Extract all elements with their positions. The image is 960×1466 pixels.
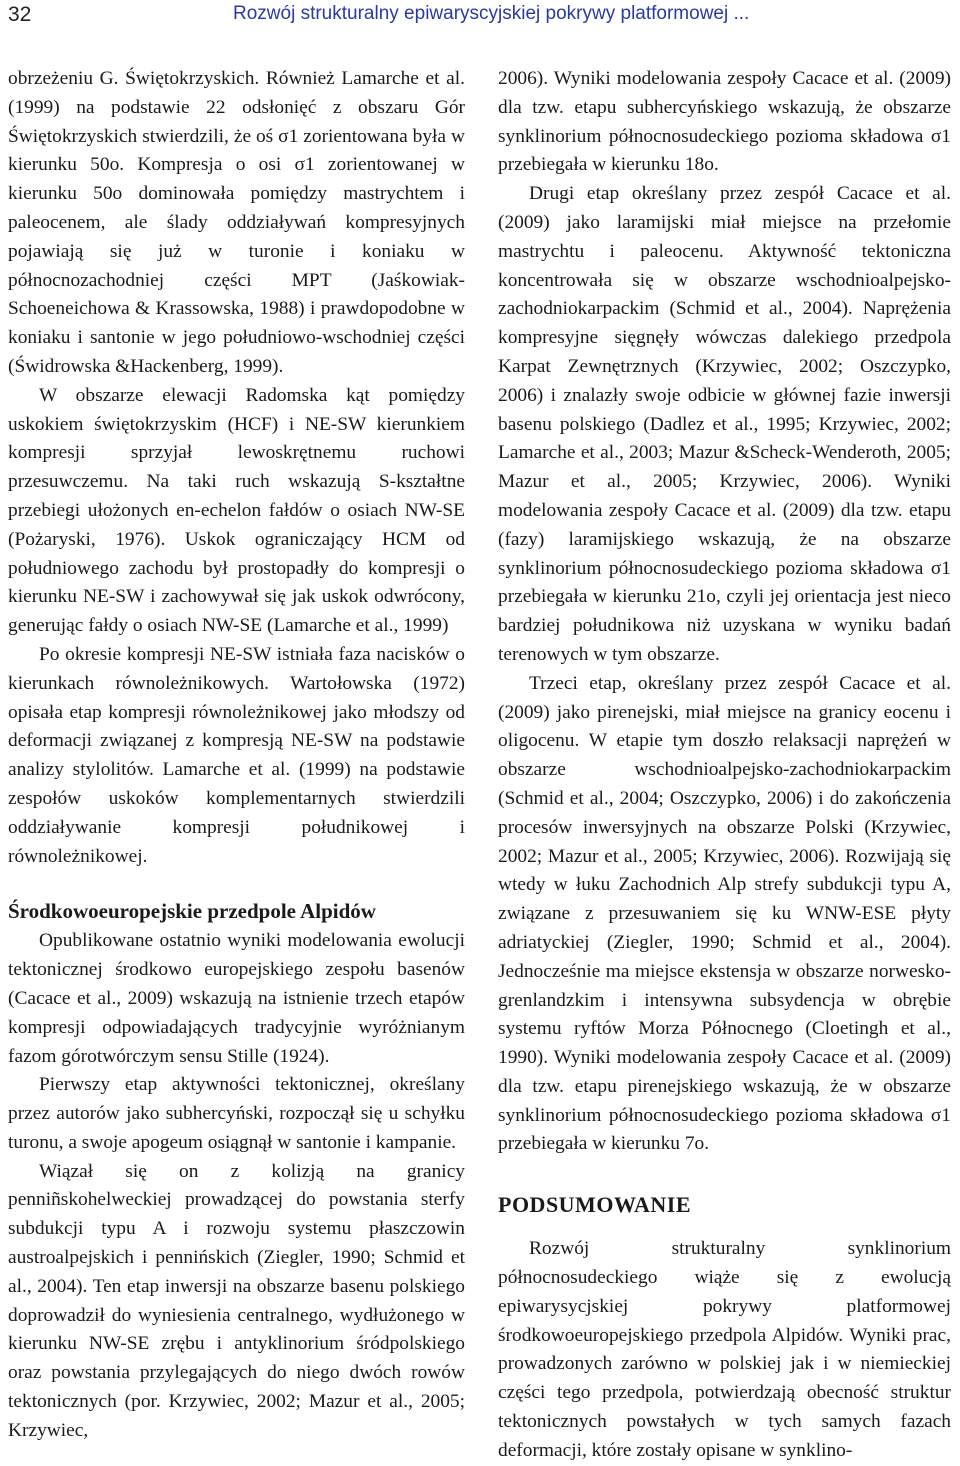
- page-number: 32: [8, 3, 32, 26]
- left-paragraph-2: W obszarze elewacji Radomska kąt pomiędzy uskokiem świętokrzyskim (HCF) i NE-SW kierunkiem kompresji sprzyjał lewoskrętnemu ruchowi przesuwczemu. Na taki ruch wskazują S-kształtne przebiegi ułożonych en-echelon fałdów o osiach NW-SE (Pożaryski, 1976). Uskok ograniczający HCM od południowego zachodu był prostopadły do kompresji o kierunku NE-SW i zachowywał się jak uskok odwrócony, generując fałdy o osiach NW-SE (Lamarche et al., 1999): [8, 384, 465, 637]
- section-heading-podsumowanie: PODSUMOWANIE: [498, 1192, 692, 1218]
- left-column: [8, 65, 465, 1446]
- left-paragraph-6: Wiązał się on z kolizją na granicy penniñskohelweckiej prowadzącej do powstania sterfy subdukcji typu A i rozwoju systemu płaszczowin austroalpejskich i pennińskich (Ziegler, 1990; Schmid et al., 2004). Ten etap inwersji na obszarze basenu polskiego doprowadził do wyniesienia centralnego, wydłużonego w kierunku NW-SE zrębu i antyklinorium śródpolskiego oraz powstania przylegających do niego dwóch rowów tektonicznych (por. Krzywiec, 2002; Mazur et al., 2005; Krzywiec,: [8, 1160, 465, 1441]
- running-title: Rozwój strukturalny epiwaryscyjskiej pokrywy platformowej ...: [233, 3, 750, 24]
- left-paragraph-3: Po okresie kompresji NE-SW istniała faza nacisków o kierunkach równoleżnikowych. Wartołowska (1972) opisała etap kompresji równoleżnikowej jako młodszy od deformacji związanej z kompresją NE-SW na podstawie analizy stylolitów. Lamarche et al. (1999) na podstawie zespołów uskoków komplementarnych stwierdzili oddziaływanie kompresji południkowej i równoleżnikowej.: [8, 643, 465, 867]
- right-paragraph-1: 2006). Wyniki modelowania zespoły Cacace et al. (2009) dla tzw. etapu subhercyńskiego wskazują, że obszarze synklinorium północnosudeckiego pozioma składowa σ1 przebiegała w kierunku 18o.: [498, 68, 951, 176]
- right-column: [498, 65, 951, 1466]
- right-paragraph-4: Rozwój strukturalny synklinorium północnosudeckiego wiąże się z ewolucją epiwarysycjskiej pokrywy platformowej środkowoeuropejskiego przedpola Alpidów. Wyniki prac, prowadzonych zarówno w polskiej jak i w niemieckiej części tego przedpola, potwierdzają obecność struktur tektonicznych powstałych w tych samych fazach deformacji, które zostały opisane w synklino-: [498, 1238, 951, 1461]
- left-paragraph-4: Opublikowane ostatnio wyniki modelowania ewolucji tektonicznej środkowo europejskiego zespołu basenów (Cacace et al., 2009) wskazują na istnienie trzech etapów kompresji odpowiadających tradycyjnie wyróżnianym fazom górotwórczym sensu Stille (1924).: [8, 930, 465, 1067]
- section-heading-alpidy: Środkowoeuropejskie przedpole Alpidów: [8, 899, 376, 924]
- left-paragraph-5: Pierwszy etap aktywności tektonicznej, określany przez autorów jako subhercyński, rozpoczął się u schyłku turonu, a swoje apogeum osiągnął w santonie i kampanie.: [8, 1074, 465, 1153]
- right-paragraph-3: Trzeci etap, określany przez zespół Cacace et al. (2009) jako pirenejski, miał miejsce na granicy eocenu i oligocenu. W etapie tym doszło relaksacji naprężeń w obszarze wschodnioalpejsko-zachodniokarpackim (Schmid et al., 2004; Oszczypko, 2006) i do zakończenia procesów inwersyjnych na obszarze Polski (Krzywiec, 2002; Mazur et al., 2005; Krzywiec, 2006). Rozwijają się wtedy w łuku Zachodnich Alp strefy subdukcji typu A, związane z przesuwaniem się ku WNW-ESE płyty adriatyckiej (Ziegler, 1990; Schmid et al., 2004). Jednocześnie ma miejsce ekstensja w obszarze norwesko-grenlandzkim i intensywna subsydencja w obrębie systemu ryftów Morza Północnego (Cloetingh et al., 1990). Wyniki modelowania zespoły Cacace et al. (2009) dla tzw. etapu pirenejskiego wskazują, że w obszarze synklinorium północnosudeckiego pozioma składowa σ1 przebiegała w kierunku 7o.: [498, 672, 951, 1155]
- left-paragraph-1: obrzeżeniu G. Świętokrzyskich. Również Lamarche et al. (1999) na podstawie 22 odsłonięć z obszaru Gór Świętokrzyskich stwierdzili, że oś σ1 zorientowana była w kierunku 50o. Kompresja o osi σ1 zorientowanej w kierunku 50o dominowała pomiędzy mastrychtem i paleocenem, ale ślady oddziaływań kompresyjnych pojawiają się już w turonie i koniaku w północnozachodniej części MPT (Jaśkowiak-Schoeneichowa & Krassowska, 1988) i prawdopodobne w koniaku i santonie w jego południowo-wschodniej części (Świdrowska &Hackenberg, 1999).: [8, 68, 465, 377]
- page-header: [0, 0, 960, 40]
- right-paragraph-2: Drugi etap określany przez zespół Cacace et al. (2009) jako laramijski miał miejsce na przełomie mastrychtu i paleocenu. Aktywność tektoniczna koncentrowała się w obszarze wschodnioalpejsko-zachodniokarpackim (Schmid et al., 2004). Naprężenia kompresyjne sięgnęły wówczas dalekiego przedpola Karpat Zewnętrznych (Krzywiec, 2002; Oszczypko, 2006) i znalazły swoje odbicie w głównej fazie inwersji basenu polskiego (Dadlez et al., 1995; Krzywiec, 2002; Lamarche et al., 2003; Mazur &Scheck-Wenderoth, 2005; Mazur et al., 2005; Krzywiec, 2006). Wyniki modelowania zespoły Cacace et al. (2009) dla tzw. etapu (fazy) laramijskiego wskazują, że na obszarze synklinorium północnosudeckiego pozioma składowa σ1 przebiegała w kierunku 21o, czyli jej orientacja jest nieco bardziej południkowa niż uzyskana w wyniku badań terenowych w tym obszarze.: [498, 183, 951, 665]
